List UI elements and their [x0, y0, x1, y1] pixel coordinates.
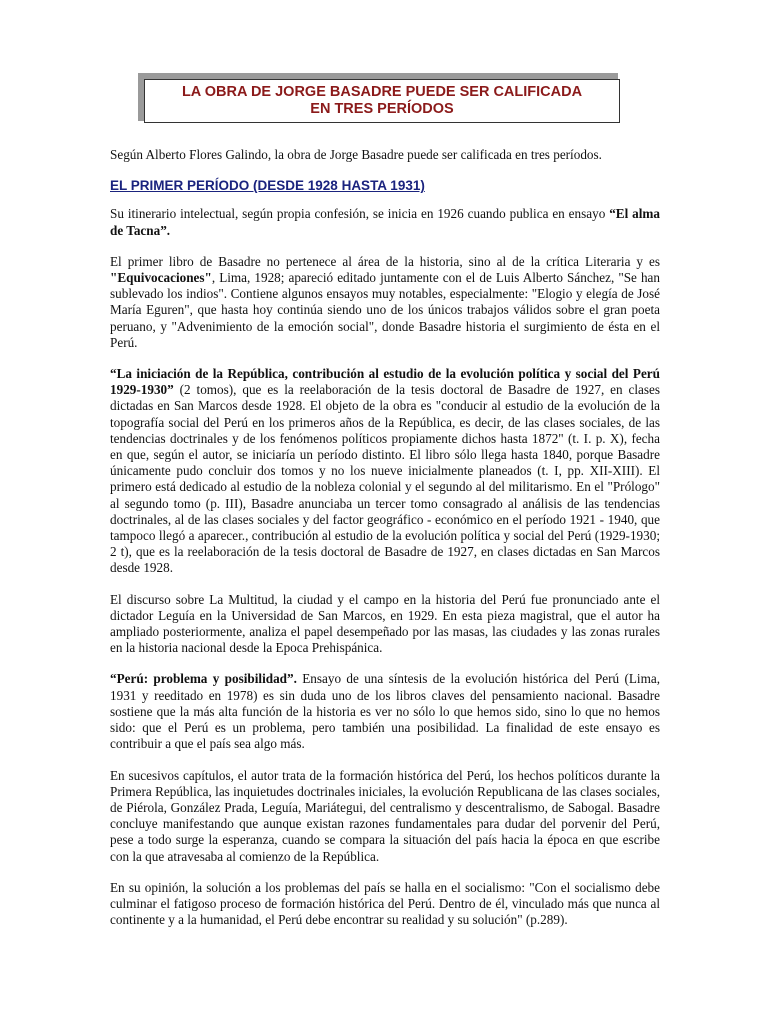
paragraph-1-text: Su itinerario intelectual, según propia confesión, se inicia en 1926 cuando publica en ensayo	[110, 206, 610, 222]
title-line-1: LA OBRA DE JORGE BASADRE PUEDE SER CALIFICADA	[181, 84, 583, 100]
paragraph-5-bold: “Perú: problema y posibilidad”.	[110, 671, 297, 687]
paragraph-1-bold: “El alma de Tacna”.	[110, 206, 660, 238]
document-body	[110, 147, 660, 943]
paragraph-2-bold: "Equivocaciones"	[110, 270, 212, 286]
section-heading: EL PRIMER PERÍODO (DESDE 1928 HASTA 1931)	[110, 178, 425, 194]
paragraph-3	[110, 366, 660, 577]
paragraph-2-text-b: , Lima, 1928; apareció editado juntamente con el de Luis Alberto Sánchez, "Se han sublevado los indios". Contiene algunos ensayos muy notables, especialmente: "Elogio y elegía de José María Eguren", que hasta hoy continúa siendo uno de los únicos trabajos válidos sobre el gran poeta peruano, y "Advenimiento de la emoción social", donde Basadre historia el surgimiento de ésta en el Perú.	[110, 270, 660, 350]
paragraph-3-text: (2 tomos), que es la reelaboración de la tesis doctoral de Basadre de 1927, en clases dictadas en San Marcos desde 1928. El objeto de la obra es "conducir al estudio de la evolución de la topografía social del Perú en los primeros años de la República, es decir, de las clases sociales, de las tendencias doctrinales y de los fenómenos políticos propiamente dichos hasta 1872" (t. I. p. X), fecha en que, según el autor, se iniciaría un período distinto. El libro sólo llega hasta 1840, porque Basadre únicamente pudo concluir dos tomos y no los nueve inicialmente planeados (t. I, pp. XII-XIII). El primero está dedicado al estudio de la nobleza colonial y el segundo al del militarismo. En el "Prólogo" al segundo tomo (p. III), Basadre anunciaba un tercer tomo consagrado al análisis de las tendencias doctrinales, al de las clases sociales y del factor geográfico - económico en el período 1921 - 1940, que tampoco llegó a aparecer., contribución al estudio de la evolución política y social del Perú (1929-1930; 2 t), que es la reelaboración de la tesis doctoral de Basadre de 1927, en clases dictadas en San Marcos desde 1928.	[110, 382, 660, 576]
document-title	[144, 79, 620, 123]
title-line-2: EN TRES PERÍODOS	[310, 101, 454, 117]
paragraph-2	[110, 254, 660, 351]
paragraph-4: El discurso sobre La Multitud, la ciudad y el campo en la historia del Perú fue pronunciado ante el dictador Leguía en la Universidad de San Marcos, en 1929. En esta pieza magistral, que el autor ha ampliado posteriormente, analiza el papel desempeñado por las masas, las ciudades y las zonas rurales en la historia nacional desde la Epoca Prehispánica.	[110, 591, 660, 656]
paragraph-5	[110, 671, 660, 752]
paragraph-5-text: Ensayo de una síntesis de la evolución histórica del Perú (Lima, 1931 y reeditado en 1978) es sin duda uno de los libros claves del pensamiento nacional. Basadre sostiene que la más alta función de la historia es ver no sólo lo que hemos sido, sino lo que no hemos sido: que el Perú es un problema, pero también una posibilidad. La finalidad de este ensayo es contribuir a que el país sea algo más.	[110, 671, 660, 752]
paragraph-6: En sucesivos capítulos, el autor trata de la formación histórica del Perú, los hechos políticos durante la Primera República, las inquietudes doctrinales iniciales, la evolución Republicana de las clases sociales, de Piérola, González Prada, Leguía, Mariátegui, del centralismo y descentralismo, de Sabogal. Basadre concluye manifestando que aunque existan razones fundamentales para dudar del porvenir del Perú, pese a todo surge la esperanza, cuando se compara la situación del país hacia la época en que escribe con la que atravesaba al comienzo de la República.	[110, 767, 660, 864]
paragraph-3-bold: “La iniciación de la República, contribución al estudio de la evolución política y social del Perú 1929-1930”	[110, 366, 660, 398]
paragraph-1	[110, 206, 660, 238]
intro-paragraph: Según Alberto Flores Galindo, la obra de Jorge Basadre puede ser calificada en tres períodos.	[110, 147, 602, 162]
paragraph-7: En su opinión, la solución a los problemas del país se halla en el socialismo: "Con el socialismo debe culminar el fatigoso proceso de formación histórica del Perú. Dentro de él, vinculado más que nunca al continente y a la humanidad, el Perú debe encontrar su realidad y su solución" (p.289).	[110, 879, 660, 928]
paragraph-2-text-a: El primer libro de Basadre no pertenece al área de la historia, sino al de la crítica Literaria y es	[110, 253, 660, 269]
